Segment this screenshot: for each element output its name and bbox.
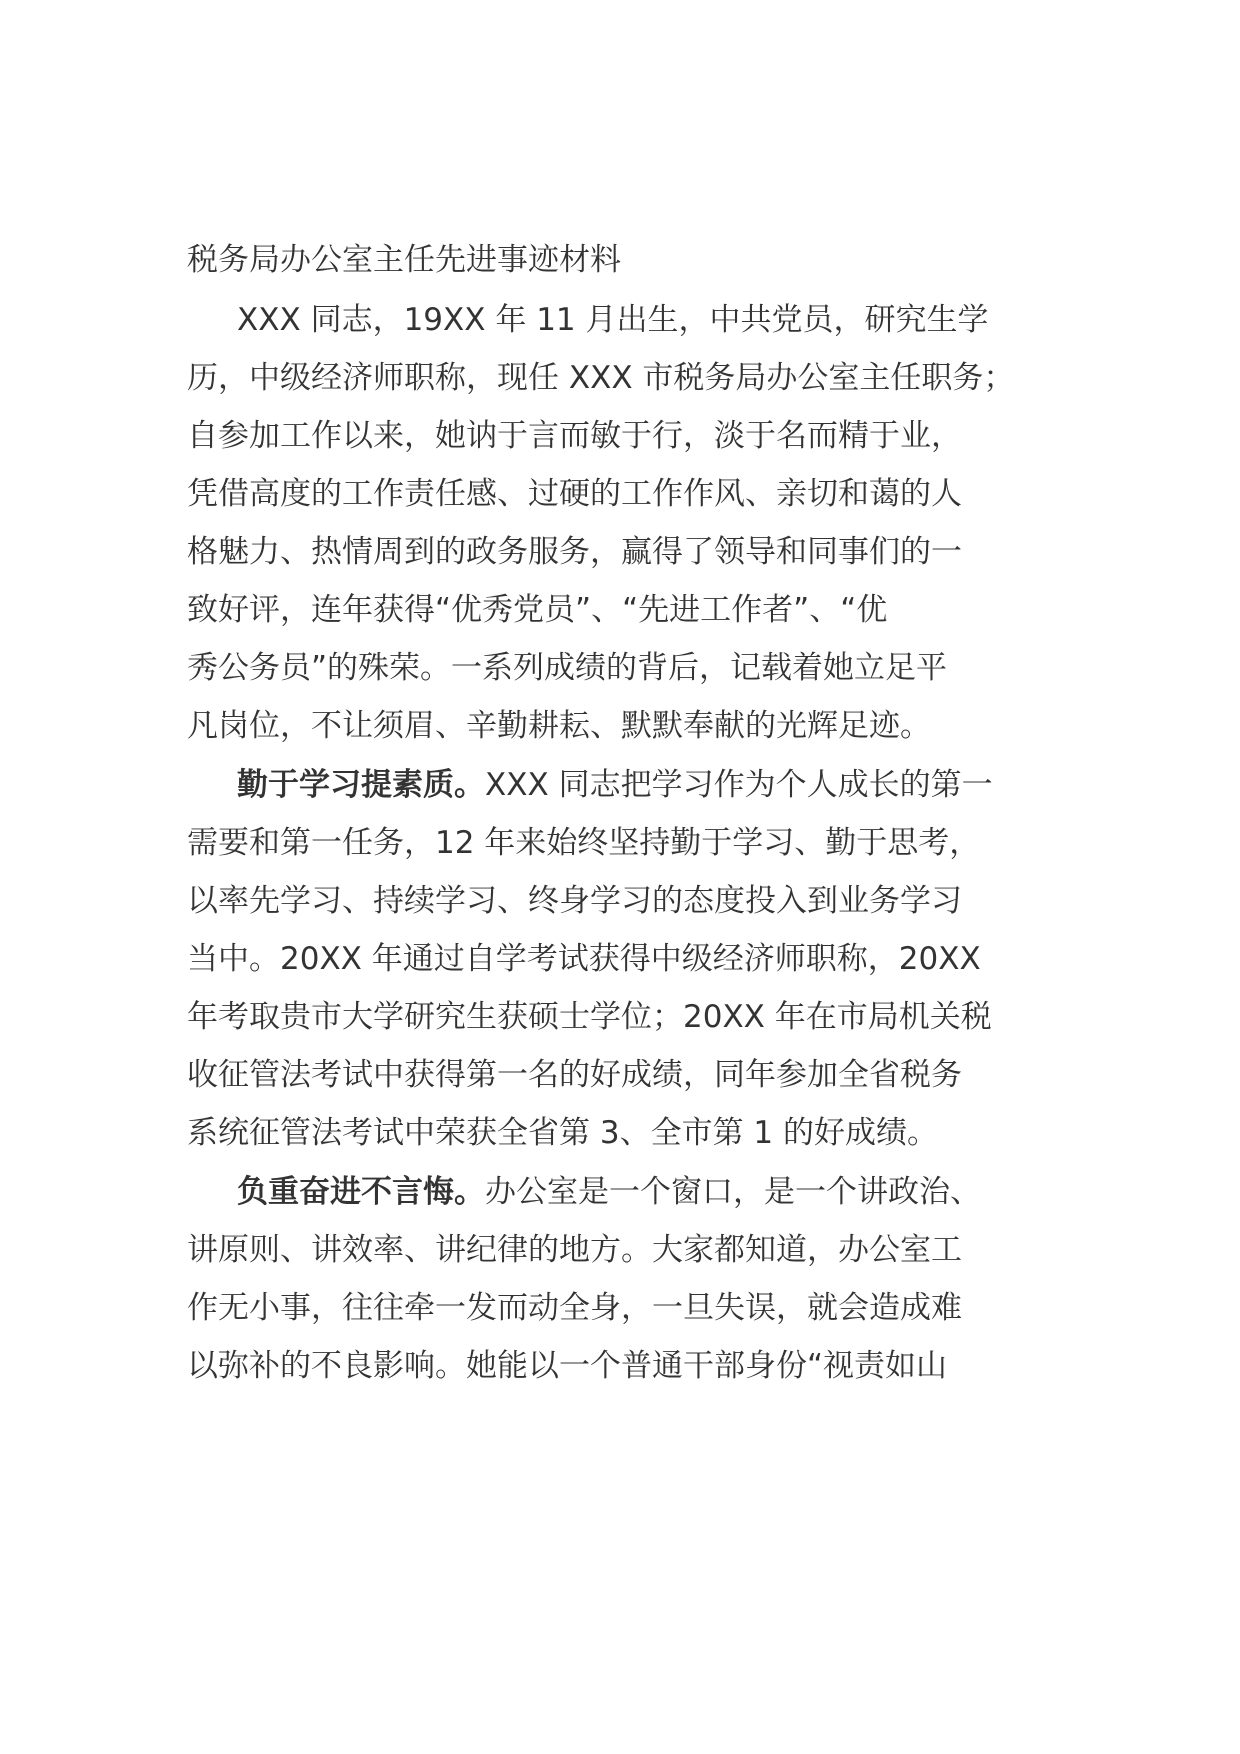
paragraph-1-line-4: 凭借高度的工作责任感、过硬的工作作风、亲切和蔼的人 xyxy=(187,476,962,512)
paragraph-3-line-3: 作无小事，往往牵一发而动全身，一旦失误，就会造成难 xyxy=(187,1290,962,1326)
paragraph-2-line-4: 当中。20XX 年通过自学考试获得中级经济师职称，20XX xyxy=(187,941,981,977)
document-title: 税务局办公室主任先进事迹材料 xyxy=(187,242,621,278)
paragraph-2-line-2: 需要和第一任务，12 年来始终坚持勤于学习、勤于思考， xyxy=(187,825,981,861)
paragraph-1-line-8: 凡岗位，不让须眉、辛勤耕耘、默默奉献的光辉足迹。 xyxy=(187,708,931,744)
paragraph-1-line-5: 格魅力、热情周到的政务服务，赢得了领导和同事们的一 xyxy=(187,534,962,570)
paragraph-2-line-7: 系统征管法考试中荣获全省第 3、全市第 1 的好成绩。 xyxy=(187,1115,939,1151)
paragraph-2-line-6: 收征管法考试中获得第一名的好成绩，同年参加全省税务 xyxy=(187,1057,962,1093)
paragraph-2-first-line-text: XXX 同志把学习作为个人成长的第一 xyxy=(485,767,993,803)
paragraph-1-line-7: 秀公务员”的殊荣。一系列成绩的背后，记载着她立足平 xyxy=(187,650,948,686)
paragraph-1-line-2: 历，中级经济师职称，现任 XXX 市税务局办公室主任职务； xyxy=(187,360,1015,396)
paragraph-3-line-1 xyxy=(237,1170,981,1214)
paragraph-2-line-5: 年考取贵市大学研究生获硕士学位；20XX 年在市局机关税 xyxy=(187,999,992,1035)
paragraph-3-line-2: 讲原则、讲效率、讲纪律的地方。大家都知道，办公室工 xyxy=(187,1232,962,1268)
paragraph-3-heading: 负重奋进不言悔。 xyxy=(237,1174,485,1210)
paragraph-2-line-3: 以率先学习、持续学习、终身学习的态度投入到业务学习 xyxy=(187,883,962,919)
paragraph-3-first-line-text: 办公室是一个窗口，是一个讲政治、 xyxy=(485,1174,981,1210)
paragraph-3-line-4: 以弥补的不良影响。她能以一个普通干部身份“视责如山 xyxy=(187,1348,948,1384)
paragraph-2-heading: 勤于学习提素质。 xyxy=(237,767,485,803)
paragraph-1-line-6: 致好评，连年获得“优秀党员”、“先进工作者”、“优 xyxy=(187,592,888,628)
paragraph-1-line-3: 自参加工作以来，她讷于言而敏于行，淡于名而精于业， xyxy=(187,418,962,454)
paragraph-2-line-1 xyxy=(237,763,993,807)
paragraph-1-line-1: XXX 同志，19XX 年 11 月出生，中共党员，研究生学 xyxy=(237,302,989,338)
